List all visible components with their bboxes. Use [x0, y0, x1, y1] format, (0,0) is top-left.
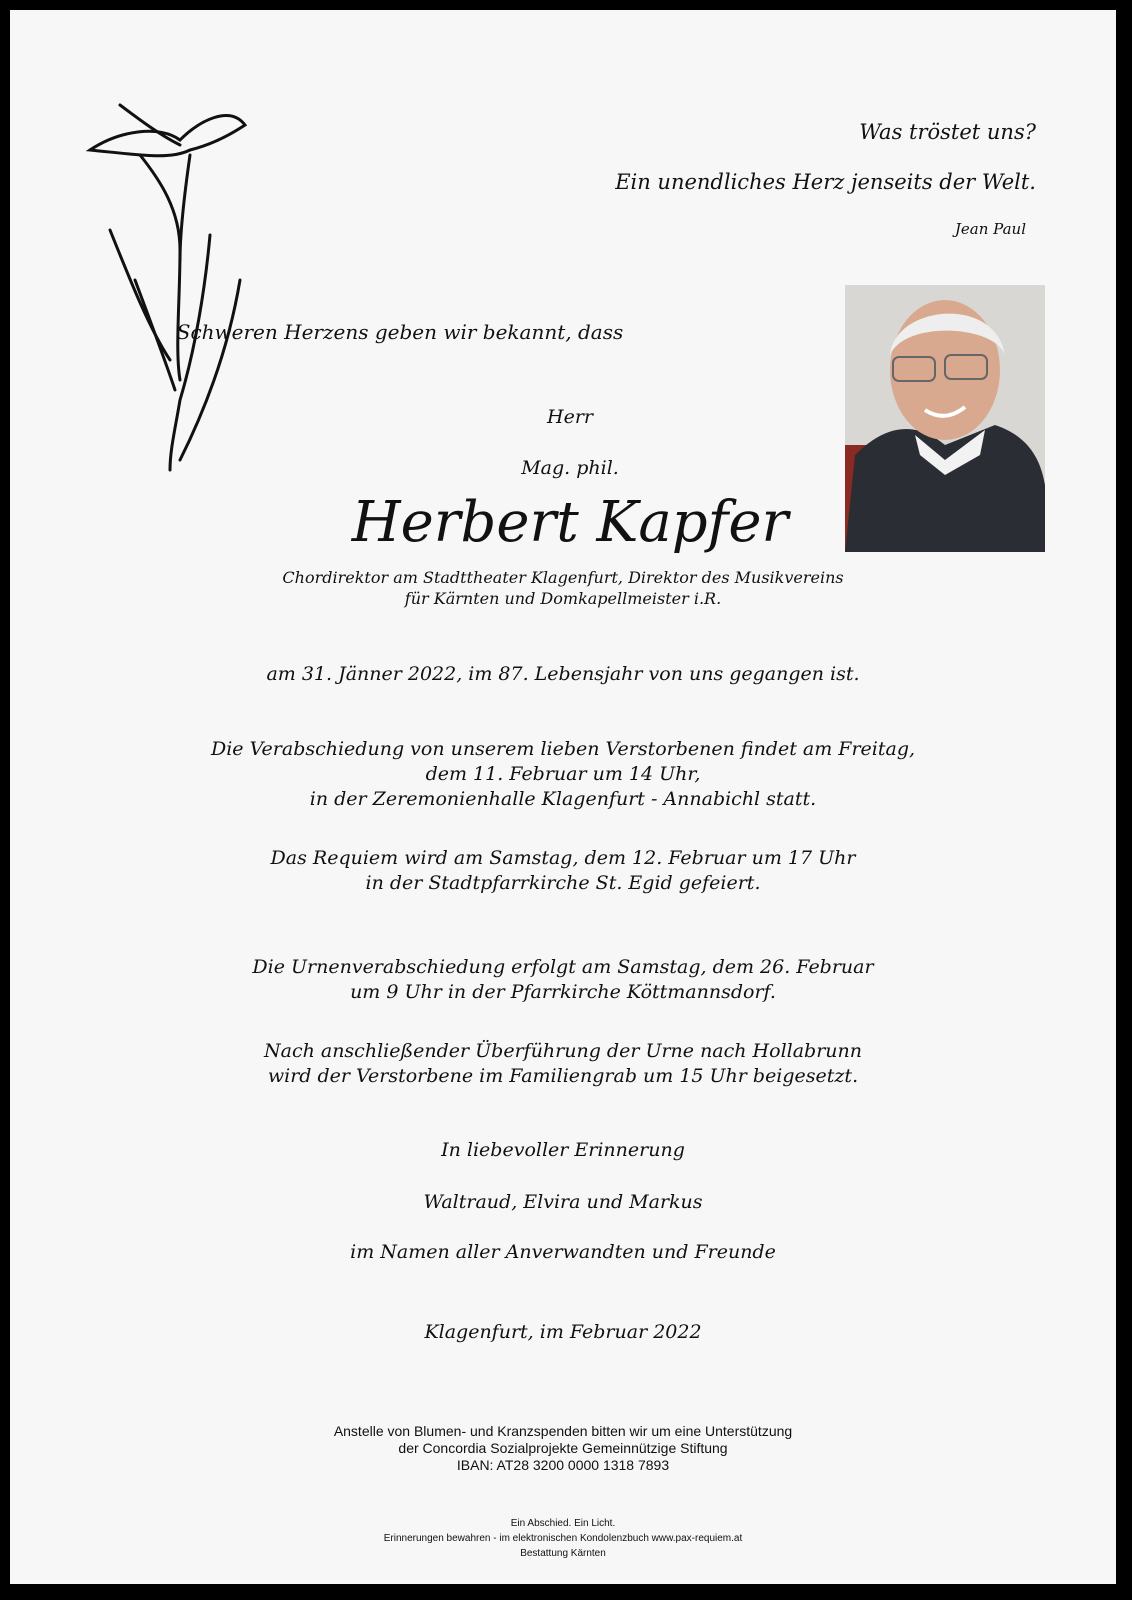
farewell-line-1: Die Verabschiedung von unserem lieben Verstorbenen findet am Freitag,	[210, 738, 916, 760]
burial-line-1: Nach anschließender Überführung der Urne nach Hollabrunn	[264, 1040, 862, 1062]
profession-line-2: für Kärnten und Domkapellmeister i.R.	[404, 589, 722, 608]
farewell-line-3: in der Zeremonienhalle Klagenfurt - Annabichl statt.	[309, 788, 817, 810]
urn-line-1: Die Urnenverabschiedung erfolgt am Samstag, dem 26. Februar	[252, 956, 874, 978]
salutation: Herr	[547, 406, 593, 428]
footer-slogan: Ein Abschied. Ein Licht.	[510, 1518, 616, 1529]
academic-title: Mag. phil.	[521, 457, 619, 479]
profession-line-1: Chordirektor am Stadttheater Klagenfurt, Direktor des Musikvereins	[282, 568, 844, 587]
donation-line-2: der Concordia Sozialprojekte Gemeinnützige Stiftung	[398, 1440, 728, 1456]
relatives-text: im Namen aller Anverwandten und Freunde	[350, 1241, 776, 1263]
burial-line-2: wird der Verstorbene im Familiengrab um 15 Uhr beigesetzt.	[267, 1065, 859, 1087]
family-names: Waltraud, Elvira und Markus	[423, 1191, 703, 1213]
quote-line-2: Ein unendliches Herz jenseits der Welt.	[615, 170, 1036, 194]
quote-line-1: Was tröstet uns?	[859, 120, 1036, 144]
urn-line-2: um 9 Uhr in der Pfarrkirche Köttmannsdorf.	[350, 981, 776, 1003]
iban: IBAN: AT28 3200 0000 1318 7893	[456, 1457, 670, 1473]
farewell-line-2: dem 11. Februar um 14 Uhr,	[425, 763, 701, 785]
place-date: Klagenfurt, im Februar 2022	[424, 1321, 702, 1343]
quote-author: Jean Paul	[954, 220, 1026, 238]
footer-undertaker: Bestattung Kärnten	[520, 1548, 606, 1559]
death-notice: am 31. Jänner 2022, im 87. Lebensjahr von uns gegangen ist.	[266, 663, 860, 685]
intro-text: Schweren Herzens geben wir bekannt, dass	[176, 320, 624, 344]
memory-text: In liebevoller Erinnerung	[441, 1139, 685, 1161]
requiem-line-2: in der Stadtpfarrkirche St. Egid gefeiert.	[365, 872, 761, 894]
requiem-line-1: Das Requiem wird am Samstag, dem 12. Februar um 17 Uhr	[270, 847, 856, 869]
obituary-page	[10, 10, 1116, 1584]
footer-condolence: Erinnerungen bewahren - im elektronischen Kondolenzbuch www.pax-requiem.at	[383, 1533, 743, 1544]
donation-line-1: Anstelle von Blumen- und Kranzspenden bitten wir um eine Unterstützung	[333, 1423, 793, 1439]
deceased-name: Herbert Kapfer	[351, 490, 789, 555]
